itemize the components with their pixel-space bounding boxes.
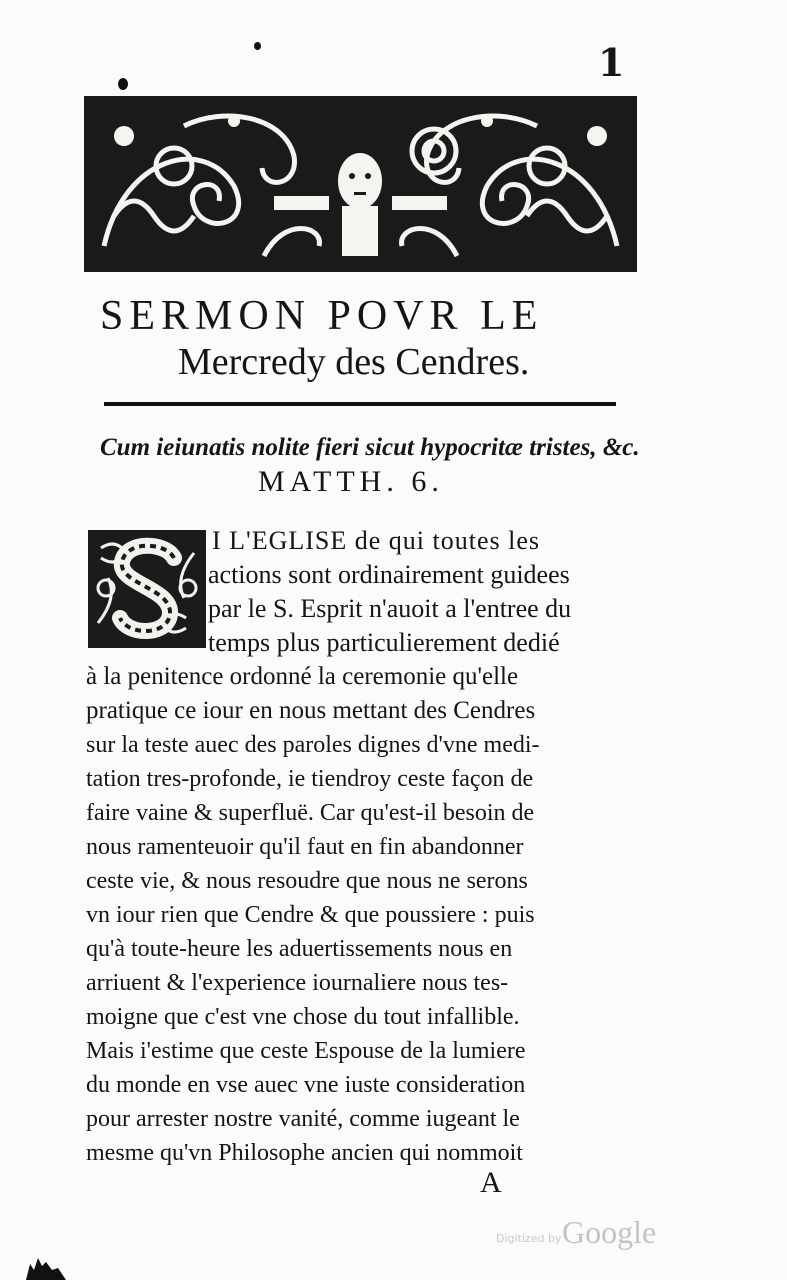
- body-line: faire vaine & superfluë. Car qu'est-il besoin de: [86, 800, 535, 826]
- body-line: sur la teste auec des paroles dignes d'vne medi-: [86, 732, 540, 758]
- scan-corner-blot: [26, 1244, 66, 1280]
- body-line: arriuent & l'experience iournaliere nous tes-: [86, 970, 509, 996]
- ink-spot: [254, 42, 261, 50]
- page-number: 1: [598, 40, 625, 85]
- digitized-by-label: Digitized by: [496, 1232, 562, 1245]
- google-watermark-logo: Google: [562, 1214, 657, 1250]
- body-line: vn iour rien que Cendre & que poussiere : puis: [86, 902, 535, 928]
- body-line: à la penitence ordonné la ceremonie qu'elle: [86, 663, 519, 690]
- ornate-drop-cap-letter: [86, 528, 208, 650]
- body-line: ceste vie, & nous resoudre que nous ne serons: [86, 868, 528, 894]
- body-line: pour arrester nostre vanité, comme iugeant le: [86, 1106, 520, 1132]
- body-line: nous ramenteuoir qu'il faut en fin abandonner: [86, 834, 524, 860]
- body-line: tation tres-profonde, ie tiendroy ceste façon de: [86, 766, 534, 792]
- body-line: mesme qu'vn Philosophe ancien qui nommoit: [86, 1140, 523, 1166]
- body-line: Mais i'estime que ceste Espouse de la lumiere: [86, 1038, 526, 1064]
- body-line: moigne que c'est vne chose du tout infallible.: [86, 1004, 520, 1030]
- sermon-title: SERMON POVR LE: [100, 293, 544, 339]
- scripture-reference: MATTH. 6.: [258, 465, 444, 498]
- body-line: pratique ce iour en nous mettant des Cendres: [86, 697, 536, 724]
- body-line: par le S. Esprit n'auoit a l'entree du: [208, 594, 572, 623]
- woodcut-headpiece-ornament: [84, 96, 637, 272]
- title-rule-divider: [104, 402, 616, 406]
- catchword-signature: A: [480, 1166, 502, 1199]
- body-line: temps plus particulierement dedié: [208, 628, 560, 657]
- body-line: I L'EGLISE de qui toutes les: [212, 526, 541, 555]
- body-line: qu'à toute-heure les aduertissements nous en: [86, 936, 513, 962]
- body-line: actions sont ordinairement guidees: [208, 560, 570, 589]
- latin-epigraph: Cum ieiunatis nolite fieri sicut hypocritæ tristes, &c.: [100, 434, 640, 461]
- ink-spot: [118, 78, 128, 90]
- body-line: du monde en vse auec vne iuste consideration: [86, 1072, 526, 1098]
- sermon-subtitle: Mercredy des Cendres.: [178, 341, 530, 383]
